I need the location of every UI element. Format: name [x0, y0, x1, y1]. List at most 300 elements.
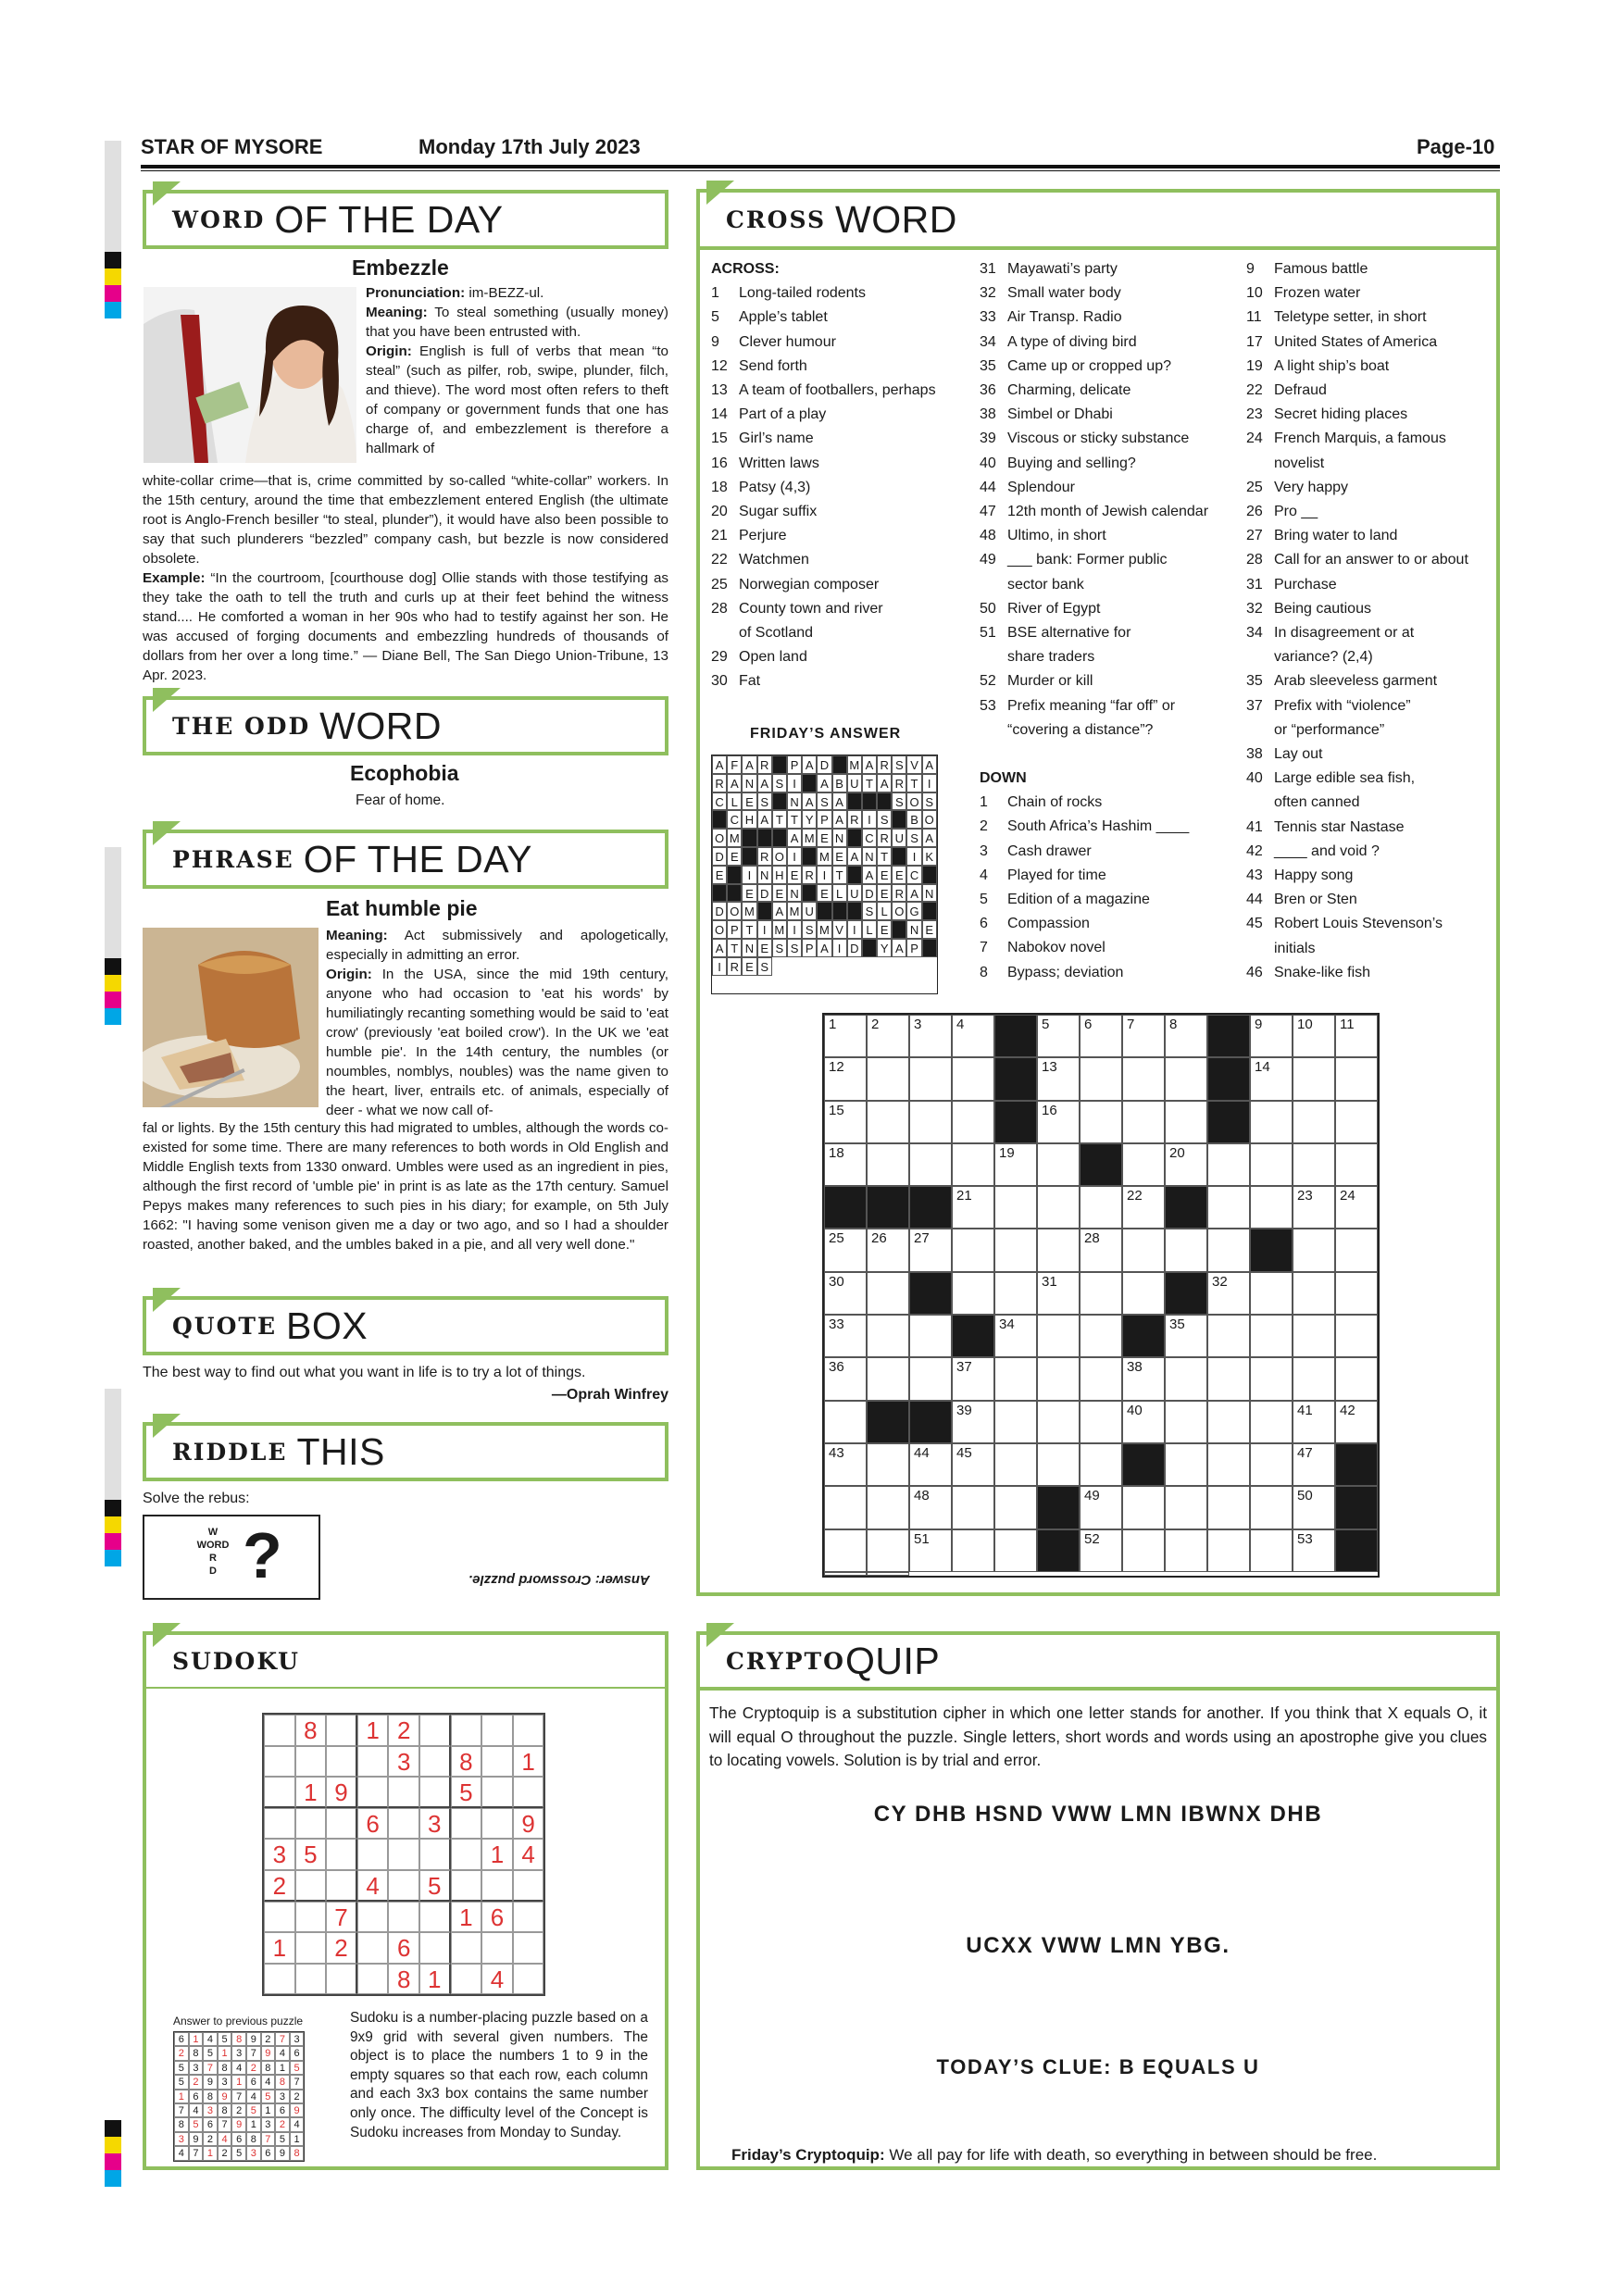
crossword-cell[interactable] — [994, 1486, 1037, 1529]
crossword-cell[interactable] — [952, 1529, 994, 1572]
crossword-cell[interactable]: 16 — [1037, 1101, 1080, 1143]
sudoku-cell[interactable]: 1 — [419, 1964, 451, 1995]
crossword-cell[interactable] — [1122, 1057, 1165, 1100]
answer-cell: I — [906, 847, 921, 866]
sudoku-cell[interactable] — [451, 1715, 482, 1746]
crossword-cell[interactable] — [1165, 1443, 1207, 1486]
sudoku-cell[interactable] — [326, 1715, 357, 1746]
crossword-cell[interactable]: 35 — [1165, 1315, 1207, 1357]
crossword-cell[interactable]: 30 — [824, 1272, 867, 1315]
crossword-cell[interactable]: 50 — [1293, 1486, 1335, 1529]
crossword-cell[interactable] — [1250, 1315, 1293, 1357]
sudoku-cell[interactable]: 1 — [513, 1746, 544, 1778]
crossword-cell[interactable] — [1037, 1315, 1080, 1357]
sudoku-cell[interactable] — [451, 1808, 482, 1840]
crossword-cell[interactable]: 36 — [824, 1357, 867, 1400]
crossword-cell[interactable]: 5 — [1037, 1015, 1080, 1057]
sudoku-cell[interactable]: 1 — [264, 1932, 295, 1964]
sudoku-cell[interactable] — [419, 1932, 451, 1964]
crossword-cell[interactable] — [824, 1572, 867, 1576]
crossword-cell[interactable]: 32 — [1207, 1272, 1250, 1315]
crossword-cell[interactable] — [1165, 1401, 1207, 1443]
crossword-cell[interactable] — [994, 1186, 1037, 1229]
clue-item — [980, 694, 1239, 718]
crossword-cell[interactable] — [1207, 1357, 1250, 1400]
sudoku-cell[interactable] — [481, 1777, 513, 1808]
previous-answer-cell: 7 — [261, 2132, 276, 2146]
crossword-cell[interactable] — [1165, 1229, 1207, 1271]
crossword-cell[interactable] — [1293, 1101, 1335, 1143]
sudoku-cell[interactable] — [419, 1902, 451, 1933]
crossword-cell[interactable] — [1165, 1357, 1207, 1400]
black-cell — [1335, 1443, 1378, 1486]
crossword-cell[interactable] — [1080, 1315, 1122, 1357]
answer-cell: E — [727, 847, 742, 866]
sudoku-cell[interactable]: 8 — [295, 1715, 327, 1746]
black-cell — [824, 1186, 867, 1229]
clue-item — [711, 597, 961, 621]
crossword-cell[interactable] — [1037, 1401, 1080, 1443]
crossword-cell[interactable]: 41 — [1293, 1401, 1335, 1443]
sudoku-cell[interactable]: 9 — [513, 1808, 544, 1840]
sudoku-cell[interactable] — [451, 1870, 482, 1902]
answer-cell: P — [817, 810, 831, 829]
sudoku-cell[interactable] — [481, 1715, 513, 1746]
crossword-cell[interactable] — [994, 1229, 1037, 1271]
clue-text: Lay out — [1274, 746, 1323, 763]
crossword-cell[interactable] — [1335, 1057, 1378, 1100]
sudoku-cell[interactable]: 2 — [264, 1870, 295, 1902]
sudoku-cell[interactable] — [388, 1870, 419, 1902]
crossword-cell[interactable] — [1080, 1057, 1122, 1100]
crossword-cell[interactable]: 52 — [1080, 1529, 1122, 1572]
sudoku-cell[interactable] — [326, 1746, 357, 1778]
sudoku-cell[interactable] — [388, 1902, 419, 1933]
sudoku-cell[interactable]: 5 — [419, 1870, 451, 1902]
crossword-cell[interactable] — [909, 1101, 952, 1143]
crossword-cell[interactable]: 7 — [1122, 1015, 1165, 1057]
crossword-cell[interactable] — [1165, 1486, 1207, 1529]
previous-answer-cell: 2 — [231, 2103, 246, 2117]
crossword-cell[interactable]: 42 — [1335, 1401, 1378, 1443]
crossword-cell[interactable] — [867, 1486, 909, 1529]
clue-number: 44 — [980, 479, 996, 495]
clue-item — [1246, 718, 1496, 742]
crossword-cell[interactable] — [1037, 1229, 1080, 1271]
crossword-cell[interactable] — [1250, 1143, 1293, 1186]
sudoku-cell[interactable] — [264, 1777, 295, 1808]
crossword-cell[interactable] — [1335, 1101, 1378, 1143]
sudoku-cell[interactable] — [357, 1839, 389, 1870]
sudoku-cell[interactable]: 7 — [326, 1902, 357, 1933]
crossword-cell[interactable] — [867, 1529, 909, 1572]
sudoku-grid[interactable] — [262, 1713, 545, 1996]
previous-answer-cell: 2 — [246, 2061, 261, 2075]
sudoku-cell[interactable]: 4 — [357, 1870, 389, 1902]
crossword-cell[interactable]: 12 — [824, 1057, 867, 1100]
answer-cell: S — [757, 957, 772, 976]
sudoku-cell[interactable] — [295, 1932, 327, 1964]
sudoku-cell[interactable]: 8 — [388, 1964, 419, 1995]
crossword-cell[interactable] — [1122, 1143, 1165, 1186]
answer-cell: O — [892, 902, 906, 920]
crossword-cell[interactable] — [1037, 1357, 1080, 1400]
crossword-cell[interactable] — [1250, 1357, 1293, 1400]
sudoku-cell[interactable] — [264, 1902, 295, 1933]
sudoku-cell[interactable] — [295, 1808, 327, 1840]
crossword-cell[interactable]: 22 — [1122, 1186, 1165, 1229]
crossword-cell[interactable]: 11 — [1335, 1015, 1378, 1057]
crossword-cell[interactable] — [1250, 1486, 1293, 1529]
clue-number: 47 — [980, 504, 996, 520]
crossword-cell[interactable] — [952, 1272, 994, 1315]
crossword-cell[interactable]: 18 — [824, 1143, 867, 1186]
clue-text: Buying and selling? — [1007, 455, 1136, 471]
sudoku-cell[interactable] — [295, 1964, 327, 1995]
crossword-cell[interactable] — [1207, 1315, 1250, 1357]
crossword-cell[interactable]: 34 — [994, 1315, 1037, 1357]
sudoku-cell[interactable] — [295, 1902, 327, 1933]
answer-cell: I — [787, 920, 802, 939]
crossword-cell[interactable] — [1080, 1272, 1122, 1315]
crossword-cell[interactable] — [1335, 1229, 1378, 1271]
crossword-cell[interactable] — [1165, 1057, 1207, 1100]
crossword-cell[interactable] — [1037, 1143, 1080, 1186]
clue-item — [1246, 331, 1496, 355]
crossword-cell[interactable]: 23 — [1293, 1186, 1335, 1229]
crossword-cell[interactable] — [1293, 1143, 1335, 1186]
clue-item — [711, 573, 961, 597]
clue-number: 40 — [980, 455, 996, 471]
crossword-cell[interactable] — [1165, 1101, 1207, 1143]
crossword-cell[interactable] — [1037, 1443, 1080, 1486]
crossword-cell[interactable] — [1335, 1272, 1378, 1315]
crossword-cell[interactable]: 44 — [909, 1443, 952, 1486]
crossword-cell[interactable] — [867, 1443, 909, 1486]
answer-cell: U — [847, 774, 862, 792]
sudoku-cell[interactable] — [419, 1839, 451, 1870]
crossword-cell[interactable] — [1207, 1443, 1250, 1486]
crossword-cell[interactable] — [952, 1057, 994, 1100]
crossword-cell[interactable]: 24 — [1335, 1186, 1378, 1229]
sudoku-cell[interactable] — [451, 1964, 482, 1995]
clue-number: 29 — [711, 649, 728, 666]
crossword-cell[interactable] — [1250, 1272, 1293, 1315]
sudoku-cell[interactable] — [481, 1870, 513, 1902]
crossword-cell[interactable] — [1207, 1186, 1250, 1229]
crossword-cell[interactable]: 48 — [909, 1486, 952, 1529]
crossword-cell[interactable]: 39 — [952, 1401, 994, 1443]
meaning: To steal something (usually money) that you have been entrusted with. — [366, 305, 668, 340]
paper-name: STAR OF MYSORE — [141, 135, 323, 158]
answer-cell — [757, 829, 772, 847]
sudoku-cell[interactable] — [513, 1777, 544, 1808]
crossword-cell[interactable]: 15 — [824, 1101, 867, 1143]
sudoku-cell[interactable] — [357, 1902, 389, 1933]
sudoku-cell[interactable]: 9 — [326, 1777, 357, 1808]
previous-answer-cell: 3 — [218, 2075, 232, 2089]
across-clues-col2 — [980, 257, 1239, 985]
sudoku-cell[interactable] — [388, 1808, 419, 1840]
sudoku-cell[interactable] — [481, 1808, 513, 1840]
answer-cell: A — [712, 755, 727, 774]
crossword-cell[interactable] — [1293, 1057, 1335, 1100]
crossword-cell[interactable] — [952, 1229, 994, 1271]
friday-answer-label: FRIDAY’S ANSWER — [750, 726, 902, 742]
rebus-text — [196, 1526, 230, 1578]
crossword-cell[interactable]: 49 — [1080, 1486, 1122, 1529]
clue-item — [711, 524, 961, 548]
crossword-cell[interactable] — [909, 1357, 952, 1400]
sudoku-cell[interactable] — [451, 1839, 482, 1870]
todays-clue: TODAY’S CLUE: B EQUALS U — [936, 2055, 1260, 2078]
previous-answer-cell: 1 — [231, 2075, 246, 2089]
crossword-cell[interactable] — [1335, 1143, 1378, 1186]
crossword-cell[interactable] — [867, 1357, 909, 1400]
sudoku-cell[interactable] — [513, 1715, 544, 1746]
sudoku-cell[interactable] — [264, 1746, 295, 1778]
sudoku-cell[interactable] — [326, 1839, 357, 1870]
crossword-cell[interactable] — [994, 1357, 1037, 1400]
sudoku-cell[interactable]: 3 — [264, 1839, 295, 1870]
crossword-cell[interactable] — [1250, 1529, 1293, 1572]
sudoku-cell[interactable]: 1 — [451, 1902, 482, 1933]
sudoku-cell[interactable]: 6 — [357, 1808, 389, 1840]
sudoku-cell[interactable]: 1 — [481, 1839, 513, 1870]
sudoku-cell[interactable] — [326, 1808, 357, 1840]
crossword-cell[interactable] — [1293, 1272, 1335, 1315]
crossword-cell[interactable]: 20 — [1165, 1143, 1207, 1186]
clue-text: Tennis star Nastase — [1274, 818, 1405, 835]
sudoku-cell[interactable] — [264, 1715, 295, 1746]
crossword-cell[interactable] — [1080, 1357, 1122, 1400]
crossword-cell[interactable]: 38 — [1122, 1357, 1165, 1400]
crossword-cell[interactable] — [824, 1401, 867, 1443]
crossword-cell[interactable] — [1293, 1315, 1335, 1357]
clue-number: 5 — [980, 892, 988, 908]
crossword-cell[interactable] — [1122, 1272, 1165, 1315]
crossword-cell[interactable] — [1122, 1101, 1165, 1143]
crossword-cell[interactable] — [1250, 1186, 1293, 1229]
crossword-cell[interactable]: 6 — [1080, 1015, 1122, 1057]
crossword-cell[interactable]: 26 — [867, 1229, 909, 1271]
crossword-cell[interactable] — [909, 1057, 952, 1100]
crossword-cell[interactable]: 25 — [824, 1229, 867, 1271]
sudoku-cell[interactable] — [419, 1715, 451, 1746]
crossword-cell[interactable] — [1207, 1401, 1250, 1443]
sudoku-cell[interactable] — [419, 1746, 451, 1778]
crossword-cell[interactable]: 37 — [952, 1357, 994, 1400]
sudoku-cell[interactable]: 3 — [388, 1746, 419, 1778]
crossword-cell[interactable] — [867, 1101, 909, 1143]
crossword-cell[interactable]: 43 — [824, 1443, 867, 1486]
crossword-cell[interactable] — [909, 1143, 952, 1186]
sudoku-cell[interactable] — [419, 1777, 451, 1808]
sudoku-cell[interactable] — [513, 1870, 544, 1902]
crossword-cell[interactable] — [1165, 1529, 1207, 1572]
crossword-cell[interactable] — [867, 1572, 909, 1576]
rebus-letter: W — [207, 1527, 219, 1538]
crossword-cell[interactable] — [909, 1315, 952, 1357]
sudoku-cell[interactable]: 4 — [513, 1839, 544, 1870]
previous-answer-cell: 6 — [231, 2132, 246, 2146]
sudoku-cell[interactable] — [388, 1777, 419, 1808]
sudoku-cell[interactable]: 3 — [419, 1808, 451, 1840]
pie-photo — [143, 928, 319, 1107]
crossword-cell[interactable]: 13 — [1037, 1057, 1080, 1100]
clue-number: 34 — [1246, 625, 1263, 642]
sudoku-cell[interactable] — [357, 1964, 389, 1995]
clue-number: 30 — [711, 673, 728, 690]
question-mark-icon: ? — [243, 1519, 282, 1591]
sudoku-cell[interactable]: 8 — [451, 1746, 482, 1778]
sudoku-cell[interactable] — [513, 1932, 544, 1964]
crossword-cell[interactable] — [1037, 1186, 1080, 1229]
crossword-cell[interactable] — [1250, 1401, 1293, 1443]
crossword-cell[interactable] — [1122, 1529, 1165, 1572]
sudoku-cell[interactable]: 5 — [295, 1839, 327, 1870]
clue-number — [980, 718, 1007, 742]
crossword-cell[interactable] — [1250, 1443, 1293, 1486]
sudoku-cell[interactable] — [451, 1932, 482, 1964]
answer-cell — [727, 884, 742, 903]
crossword-cell[interactable] — [1080, 1186, 1122, 1229]
crossword-cell[interactable]: 2 — [867, 1015, 909, 1057]
crossword-cell[interactable]: 4 — [952, 1015, 994, 1057]
sudoku-cell[interactable]: 1 — [295, 1777, 327, 1808]
crossword-cell[interactable] — [867, 1057, 909, 1100]
clue-text: Bring water to land — [1274, 528, 1398, 544]
answer-cell — [712, 810, 727, 829]
sudoku-cell[interactable]: 5 — [451, 1777, 482, 1808]
crossword-cell[interactable] — [994, 1272, 1037, 1315]
crossword-cell[interactable]: 47 — [1293, 1443, 1335, 1486]
crossword-cell[interactable]: 3 — [909, 1015, 952, 1057]
sudoku-cell[interactable]: 6 — [388, 1932, 419, 1964]
answer-cell: O — [772, 847, 787, 866]
crossword-cell[interactable] — [1080, 1443, 1122, 1486]
previous-answer-cell: 1 — [275, 2061, 290, 2075]
businessman-woman-illustration — [144, 287, 356, 463]
previous-answer-cell: 9 — [218, 2090, 232, 2103]
crossword-cell[interactable] — [1122, 1486, 1165, 1529]
sudoku-cell[interactable] — [295, 1746, 327, 1778]
answer-cell: I — [847, 920, 862, 939]
answer-cell: U — [802, 902, 817, 920]
crossword-cell[interactable] — [824, 1486, 867, 1529]
crossword-cell[interactable] — [1207, 1143, 1250, 1186]
sudoku-cell[interactable] — [388, 1839, 419, 1870]
crossword-cell[interactable] — [1293, 1357, 1335, 1400]
crossword-cell[interactable] — [994, 1529, 1037, 1572]
meaning-label: Meaning: — [366, 305, 428, 320]
sudoku-cell[interactable] — [513, 1902, 544, 1933]
crossword-cell[interactable] — [1207, 1229, 1250, 1271]
clue-text: Purchase — [1274, 576, 1337, 593]
crossword-cell[interactable]: 33 — [824, 1315, 867, 1357]
crossword-cell[interactable]: 14 — [1250, 1057, 1293, 1100]
sudoku-cell[interactable] — [481, 1746, 513, 1778]
crossword-cell[interactable] — [994, 1401, 1037, 1443]
crossword-cell[interactable] — [1080, 1401, 1122, 1443]
sudoku-cell[interactable] — [295, 1870, 327, 1902]
sudoku-cell[interactable]: 1 — [357, 1715, 389, 1746]
crossword-cell[interactable]: 1 — [824, 1015, 867, 1057]
crossword-cell[interactable]: 19 — [994, 1143, 1037, 1186]
crossword-cell[interactable]: 31 — [1037, 1272, 1080, 1315]
crossword-cell[interactable]: 51 — [909, 1529, 952, 1572]
sudoku-cell[interactable] — [357, 1746, 389, 1778]
crossword-cell[interactable] — [1207, 1486, 1250, 1529]
clue-item — [1246, 864, 1496, 888]
crossword-cell[interactable]: 28 — [1080, 1229, 1122, 1271]
crossword-cell[interactable] — [1335, 1315, 1378, 1357]
sudoku-cell[interactable]: 2 — [326, 1932, 357, 1964]
answer-cell: R — [847, 810, 862, 829]
crossword-cell[interactable] — [867, 1315, 909, 1357]
answer-cell: O — [712, 829, 727, 847]
crossword-cell[interactable]: 10 — [1293, 1015, 1335, 1057]
previous-answer-cell: 7 — [231, 2090, 246, 2103]
crossword-cell[interactable] — [824, 1529, 867, 1572]
crossword-cell[interactable] — [952, 1486, 994, 1529]
previous-answer-cell: 8 — [231, 2032, 246, 2046]
sudoku-cell[interactable]: 4 — [481, 1964, 513, 1995]
sudoku-cell[interactable]: 2 — [388, 1715, 419, 1746]
crossword-cell[interactable]: 9 — [1250, 1015, 1293, 1057]
flag-icon — [706, 1623, 734, 1647]
crossword-cell[interactable] — [867, 1272, 909, 1315]
sudoku-cell[interactable] — [326, 1870, 357, 1902]
clue-item — [980, 427, 1239, 451]
sudoku-cell[interactable] — [481, 1932, 513, 1964]
black-cell — [1250, 1229, 1293, 1271]
crossword-cell[interactable] — [952, 1101, 994, 1143]
crossword-cell[interactable]: 8 — [1165, 1015, 1207, 1057]
sudoku-cell[interactable] — [357, 1932, 389, 1964]
crossword-cell[interactable] — [1250, 1101, 1293, 1143]
crossword-cell[interactable] — [1293, 1229, 1335, 1271]
crossword-cell[interactable]: 53 — [1293, 1529, 1335, 1572]
crossword-cell[interactable]: 21 — [952, 1186, 994, 1229]
crossword-cell[interactable] — [952, 1143, 994, 1186]
crossword-cell[interactable] — [867, 1143, 909, 1186]
answer-cell: G — [906, 902, 921, 920]
sudoku-cell[interactable] — [357, 1777, 389, 1808]
clue-item — [980, 645, 1239, 669]
sudoku-cell[interactable]: 6 — [481, 1902, 513, 1933]
crossword-cell[interactable]: 27 — [909, 1229, 952, 1271]
clue-text: Large edible sea fish, — [1274, 770, 1416, 787]
answer-cell: D — [712, 902, 727, 920]
sudoku-cell[interactable] — [264, 1808, 295, 1840]
crossword-cell[interactable] — [994, 1443, 1037, 1486]
crossword-cell[interactable] — [1207, 1529, 1250, 1572]
crossword-cell[interactable]: 40 — [1122, 1401, 1165, 1443]
sudoku-cell[interactable] — [513, 1964, 544, 1995]
sudoku-cell[interactable] — [326, 1964, 357, 1995]
crossword-cell[interactable]: 45 — [952, 1443, 994, 1486]
clue-text: Pro __ — [1274, 504, 1318, 520]
pronunciation: im-BEZZ-ul. — [465, 285, 544, 301]
crossword-grid[interactable] — [822, 1013, 1380, 1578]
crossword-cell[interactable] — [1122, 1229, 1165, 1271]
sudoku-cell[interactable] — [264, 1964, 295, 1995]
answer-cell: A — [802, 755, 817, 774]
crossword-cell[interactable] — [1335, 1357, 1378, 1400]
crossword-cell[interactable] — [1080, 1101, 1122, 1143]
answer-cell — [922, 866, 937, 884]
